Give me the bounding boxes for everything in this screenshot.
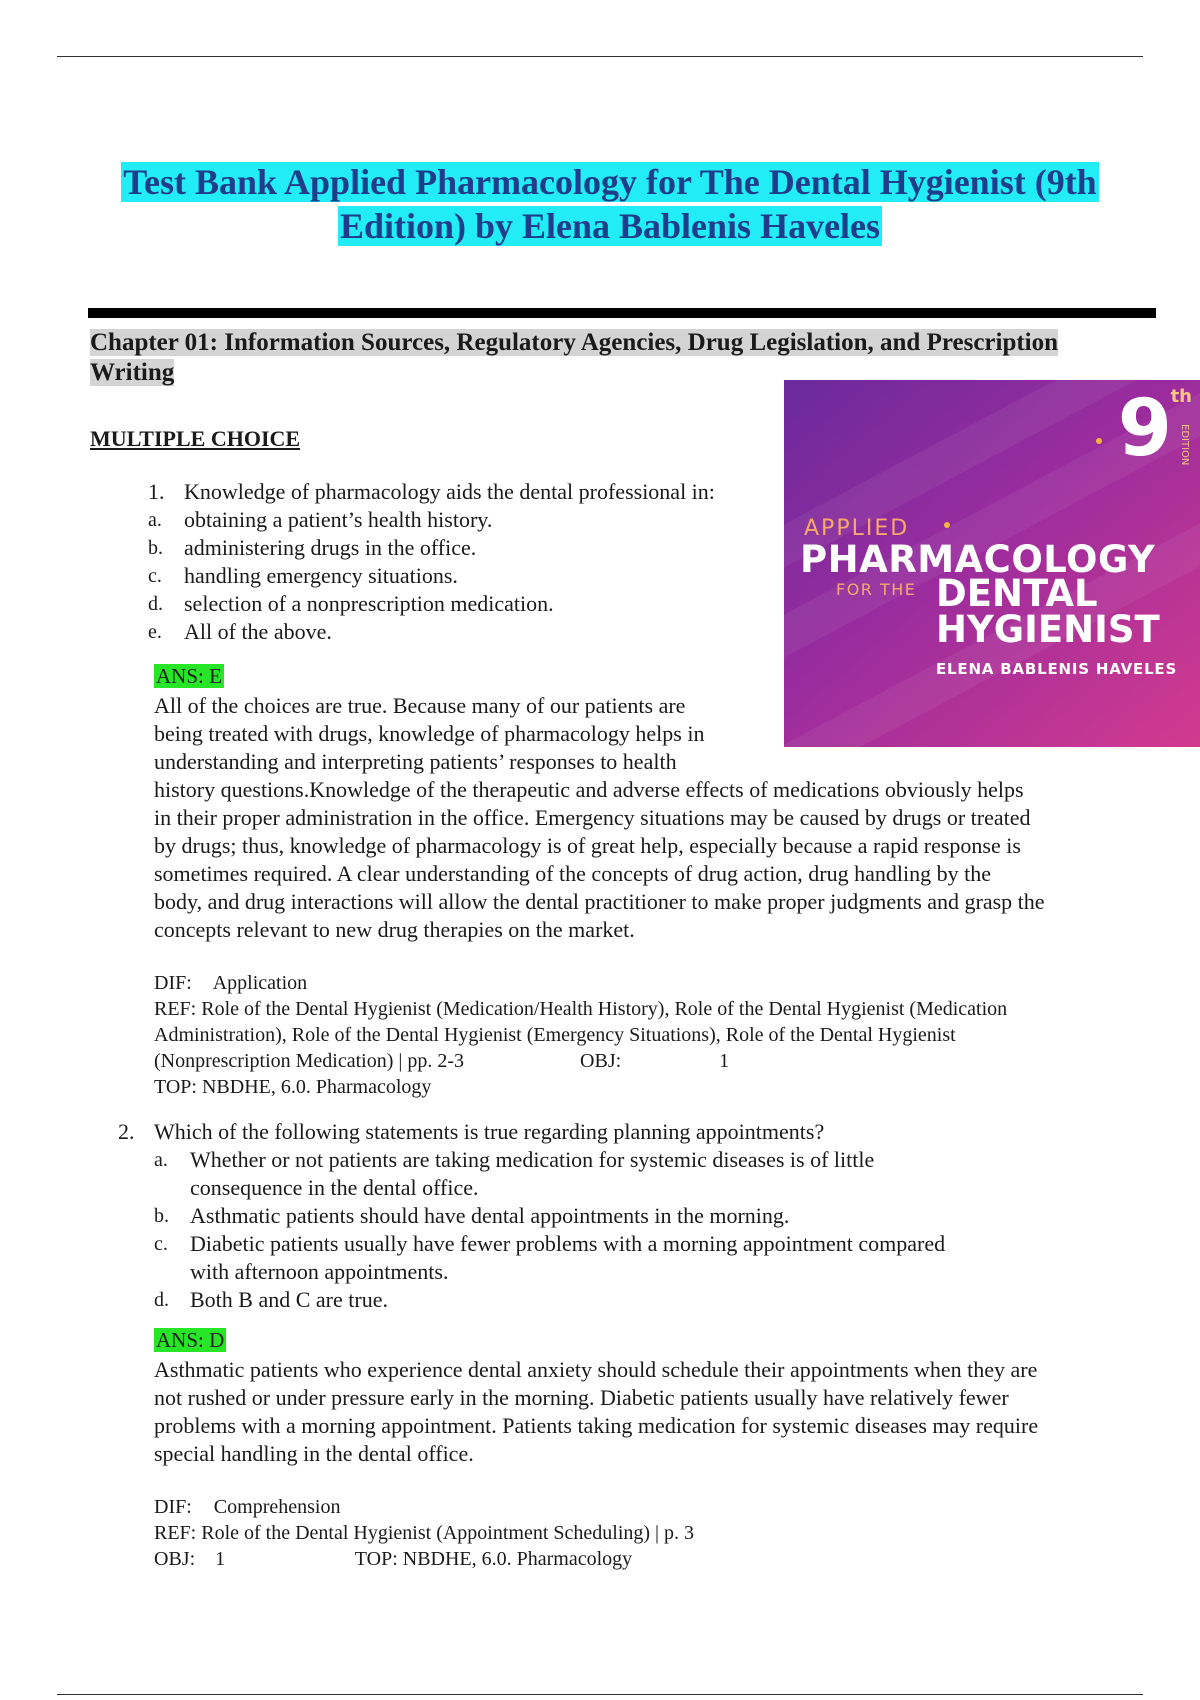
- cover-dot: [944, 522, 950, 528]
- difficulty-value: Application: [212, 972, 308, 994]
- option-text: Whether or not patients are taking medication for systemic diseases is of little consequence in the dental office.: [190, 1147, 875, 1200]
- option-text: selection of a nonprescription medication.: [184, 591, 554, 616]
- chapter-heading-text: Chapter 01: Information Sources, Regulatory Agencies, Drug Legislation, and Prescription Writing: [90, 329, 1059, 386]
- answer-block-1: [154, 662, 1154, 1100]
- option-a: [148, 506, 768, 534]
- option-b: [148, 534, 768, 562]
- difficulty-value: Comprehension: [213, 1496, 341, 1518]
- question-metadata: [154, 1494, 1154, 1572]
- option-e: [148, 618, 768, 646]
- option-letter: b.: [148, 537, 163, 559]
- explanation-line: body, and drug interactions will allow the dental practitioner to make proper judgments and grasp the: [154, 889, 1045, 914]
- cover-edition-number: 9: [1117, 384, 1172, 474]
- option-letter: b.: [154, 1205, 169, 1227]
- top-rule: [57, 56, 1143, 57]
- explanation-line: not rushed or under pressure early in the morning. Diabetic patients usually have relatively fewer: [154, 1385, 1009, 1410]
- option-text: All of the above.: [184, 619, 332, 644]
- explanation-line: understanding and interpreting patients’ responses to health: [154, 749, 677, 774]
- question-1: [148, 478, 768, 646]
- reference-obj-row: [154, 1048, 1154, 1074]
- option-c: [148, 562, 768, 590]
- question-stem: [118, 1118, 1138, 1146]
- explanation: [154, 692, 1154, 944]
- topic: TOP: NBDHE, 6.0. Pharmacology: [154, 1076, 432, 1098]
- objective-value: 1: [719, 1050, 730, 1072]
- option-text: Asthmatic patients should have dental appointments in the morning.: [190, 1203, 790, 1228]
- option-letter: e.: [148, 621, 162, 643]
- option-letter: d.: [154, 1289, 169, 1311]
- question-text: Which of the following statements is true regarding planning appointments?: [154, 1119, 825, 1144]
- difficulty-row: [154, 1494, 1154, 1520]
- chapter-heading: [90, 328, 1140, 388]
- cover-title-applied: APPLIED: [804, 516, 910, 541]
- option-text: Diabetic patients usually have fewer problems with a morning appointment compared with afternoon appointments.: [190, 1231, 946, 1284]
- question-2: [118, 1118, 1138, 1314]
- cover-dot: [1096, 438, 1102, 444]
- explanation-line: being treated with drugs, knowledge of pharmacology helps in: [154, 721, 705, 746]
- reference-line: REF: Role of the Dental Hygienist (Medication/Health History), Role of the Dental Hygienist (Medication: [154, 998, 1008, 1020]
- option-letter: c.: [148, 565, 162, 587]
- objective-label: OBJ:: [154, 1548, 196, 1570]
- cover-title-hygienist: HYGIENIST: [936, 608, 1160, 651]
- document-title: [90, 160, 1130, 248]
- cover-title-dental: DENTAL: [936, 572, 1098, 615]
- option-text: administering drugs in the office.: [184, 535, 477, 560]
- bottom-rule: [57, 1694, 1143, 1695]
- option-a: [154, 1146, 954, 1202]
- explanation-line: problems with a morning appointment. Patients taking medication for systemic diseases may require: [154, 1413, 1039, 1438]
- answer-badge: ANS: E: [156, 664, 222, 688]
- option-letter: a.: [154, 1149, 168, 1171]
- title-line-2: Edition) by Elena Bablenis Haveles: [339, 206, 881, 246]
- question-number: 2.: [118, 1119, 135, 1144]
- question-stem: [148, 478, 768, 506]
- cover-title-for-the: FOR THE: [836, 580, 917, 599]
- option-text: obtaining a patient’s health history.: [184, 507, 493, 532]
- section-heading: MULTIPLE CHOICE: [90, 426, 301, 451]
- obj-topic-row: [154, 1546, 1154, 1572]
- cover-edition-side: EDITION: [1179, 424, 1190, 466]
- explanation-line: history questions.Knowledge of the therapeutic and adverse effects of medications obviously helps: [154, 777, 1024, 802]
- difficulty-row: [154, 970, 1154, 996]
- answer-badge: ANS: D: [156, 1328, 225, 1352]
- option-text: Both B and C are true.: [190, 1287, 388, 1312]
- option-letter: d.: [148, 593, 163, 615]
- explanation: [154, 1356, 1154, 1468]
- explanation-line: Asthmatic patients who experience dental anxiety should schedule their appointments when they are: [154, 1357, 1038, 1382]
- title-line-1: Test Bank Applied Pharmacology for The Dental Hygienist (9th: [123, 162, 1097, 202]
- explanation-line: All of the choices are true. Because many of our patients are: [154, 693, 686, 718]
- question-metadata: [154, 970, 1154, 1100]
- explanation-line: concepts relevant to new drug therapies on the market.: [154, 917, 635, 942]
- explanation-line: in their proper administration in the office. Emergency situations may be caused by drugs or treated: [154, 805, 1031, 830]
- objective-label: OBJ:: [580, 1050, 622, 1072]
- reference-line: Administration), Role of the Dental Hygienist (Emergency Situations), Role of the Dental Hygienist: [154, 1024, 956, 1046]
- reference-line: (Nonprescription Medication) | pp. 2-3: [154, 1050, 465, 1072]
- option-b: [154, 1202, 954, 1230]
- option-d: [154, 1286, 954, 1314]
- difficulty-label: DIF:: [154, 1496, 192, 1518]
- explanation-line: by drugs; thus, knowledge of pharmacology is of great help, especially because a rapid response is: [154, 833, 1021, 858]
- options-list: [118, 1146, 1138, 1314]
- cover-author: ELENA BABLENIS HAVELES: [936, 660, 1178, 678]
- question-number: 1.: [148, 479, 165, 504]
- explanation-line: special handling in the dental office.: [154, 1441, 474, 1466]
- option-c: [154, 1230, 954, 1286]
- title-divider: [88, 308, 1156, 318]
- option-letter: c.: [154, 1233, 168, 1255]
- question-text: Knowledge of pharmacology aids the dental professional in:: [184, 479, 715, 504]
- explanation-line: sometimes required. A clear understanding of the concepts of drug action, drug handling by the: [154, 861, 991, 886]
- cover-title-pharmacology: PHARMACOLOGY: [800, 538, 1156, 581]
- option-d: [148, 590, 768, 618]
- objective-value: 1: [215, 1548, 226, 1570]
- reference-line: REF: Role of the Dental Hygienist (Appointment Scheduling) | p. 3: [154, 1522, 695, 1544]
- answer-block-2: [154, 1326, 1154, 1572]
- option-text: handling emergency situations.: [184, 563, 458, 588]
- option-letter: a.: [148, 509, 162, 531]
- difficulty-label: DIF:: [154, 972, 192, 994]
- cover-edition-suffix: th: [1170, 386, 1192, 407]
- topic: TOP: NBDHE, 6.0. Pharmacology: [354, 1548, 633, 1570]
